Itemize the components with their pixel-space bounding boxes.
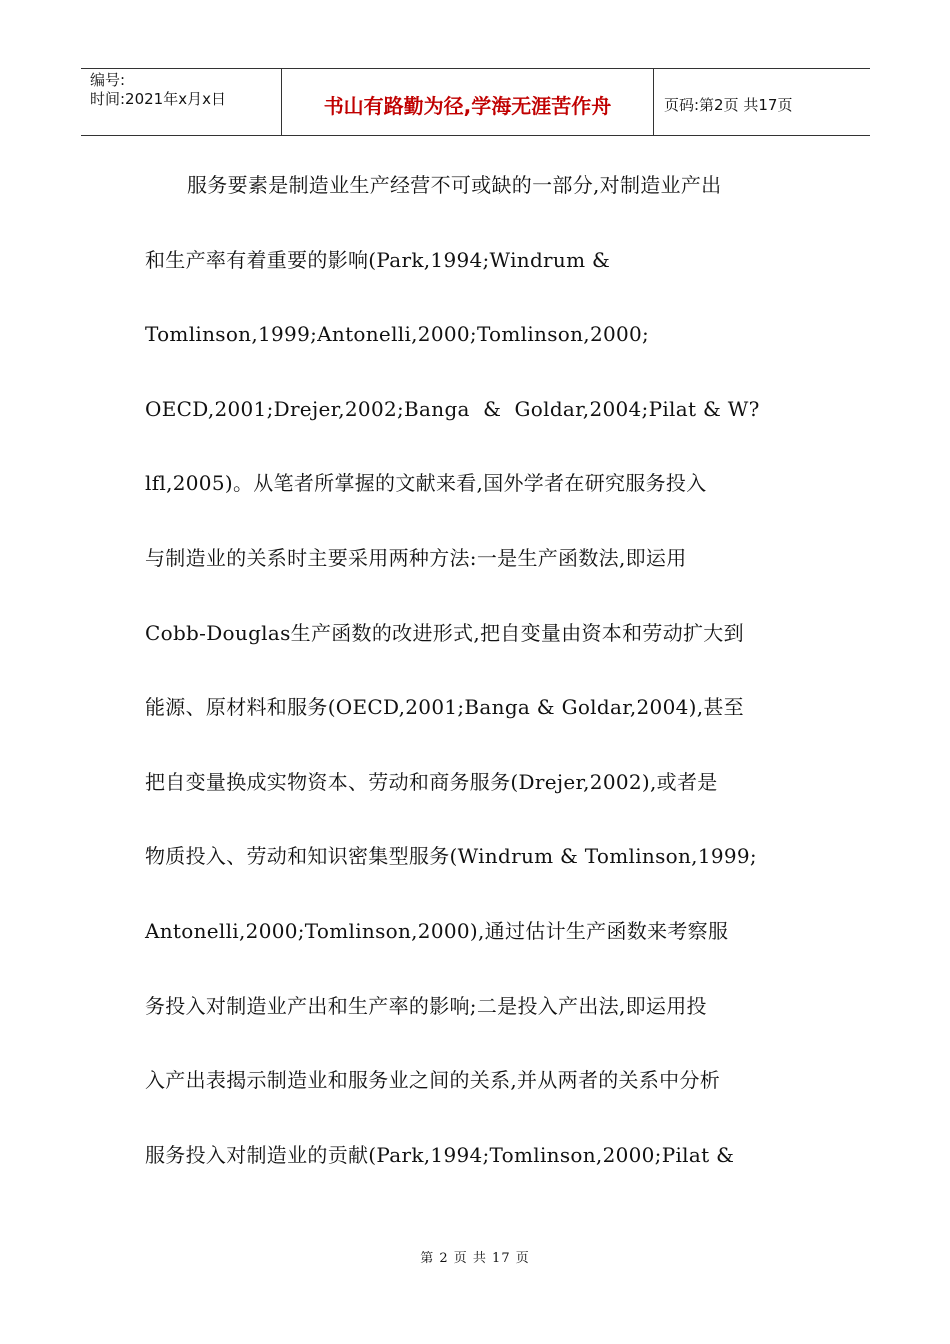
text-line: 物质投入、劳动和知识密集型服务(Windrum & Tomlinson,1999;	[145, 844, 757, 869]
document-number-label: 编号:	[90, 71, 126, 89]
text-line: 服务要素是制造业生产经营不可或缺的一部分,对制造业产出	[187, 173, 722, 197]
text-line: 能源、原材料和服务(OECD,2001;Banga & Goldar,2004),甚至	[145, 695, 744, 720]
header-page-info: 页码:第2页 共17页	[664, 95, 793, 114]
text-line: OECD,2001;Drejer,2002;Banga & Goldar,2004;Pilat & W?	[145, 396, 760, 421]
header-motto-cell	[282, 69, 654, 135]
text-line: 把自变量换成实物资本、劳动和商务服务(Drejer,2002),或者是	[145, 769, 718, 794]
text-line: 和生产率有着重要的影响(Park,1994;Windrum &	[145, 247, 611, 272]
text-line: lfl,2005)。从笔者所掌握的文献来看,国外学者在研究服务投入	[145, 471, 707, 496]
header-motto: 书山有路勤为径,学海无涯苦作舟	[323, 93, 612, 118]
text-line: Cobb-Douglas生产函数的改进形式,把自变量由资本和劳动扩大到	[145, 620, 744, 645]
text-line: Antonelli,2000;Tomlinson,2000),通过估计生产函数来考察服	[145, 918, 729, 943]
header-meta-cell	[81, 69, 282, 135]
text-line: 入产出表揭示制造业和服务业之间的关系,并从两者的关系中分析	[145, 1068, 721, 1093]
page-header	[81, 68, 870, 136]
text-line: 服务投入对制造业的贡献(Park,1994;Tomlinson,2000;Pilat &	[145, 1142, 735, 1167]
document-time-label: 时间:2021年x月x日	[90, 90, 226, 108]
page-footer	[0, 1247, 950, 1266]
body-paragraph	[145, 170, 810, 1214]
footer-page-number: 第 2 页 共 17 页	[420, 1251, 530, 1266]
header-page-cell	[654, 69, 870, 135]
text-line: Tomlinson,1999;Antonelli,2000;Tomlinson,2000;	[145, 322, 650, 347]
text-line: 与制造业的关系时主要采用两种方法:一是生产函数法,即运用	[145, 545, 687, 570]
text-line: 务投入对制造业产出和生产率的影响;二是投入产出法,即运用投	[145, 993, 707, 1018]
